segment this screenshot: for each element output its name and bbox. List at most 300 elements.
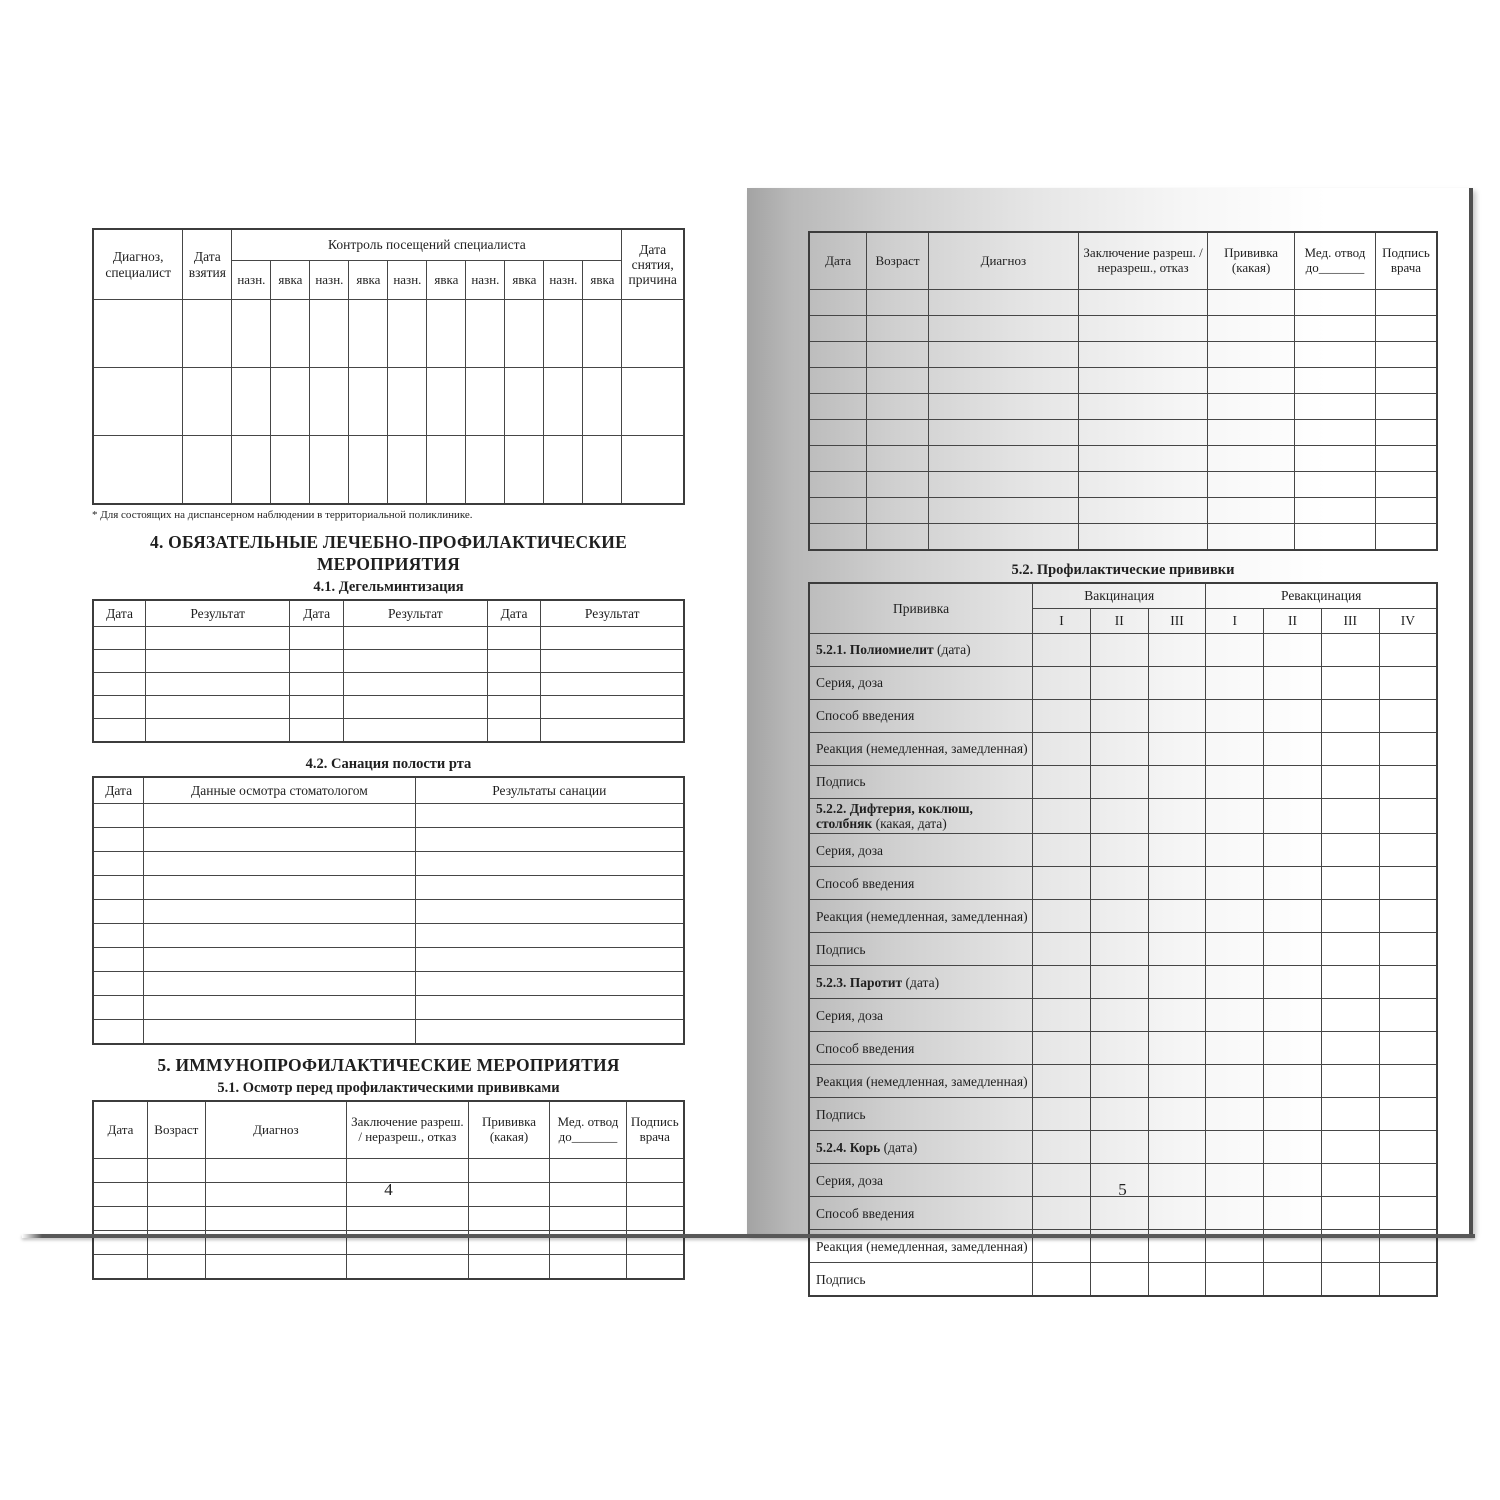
empty-cell: [183, 436, 232, 505]
empty-cell: [290, 719, 344, 743]
empty-cell: [928, 498, 1078, 524]
visits-control-header: Контроль посещений специалиста: [232, 229, 622, 261]
empty-cell: [544, 436, 583, 505]
empty-cell: [583, 368, 622, 436]
vaccine-group-row: [809, 966, 1437, 999]
empty-cell: [1148, 733, 1206, 766]
empty-cell: [1206, 999, 1264, 1032]
empty-cell: [1264, 999, 1322, 1032]
empty-cell: [93, 627, 146, 650]
empty-cell: [1321, 966, 1379, 999]
empty-cell: [809, 394, 867, 420]
empty-cell: [93, 876, 144, 900]
empty-cell: [1375, 394, 1437, 420]
empty-cell: [205, 1255, 346, 1280]
empty-cell: [1078, 446, 1207, 472]
vaccine-sub-row: [809, 1197, 1437, 1230]
empty-cell: [1375, 446, 1437, 472]
empty-row: [93, 876, 684, 900]
empty-cell: [344, 696, 488, 719]
empty-cell: [1379, 900, 1437, 933]
vaccine-sub-row: [809, 700, 1437, 733]
empty-cell: [147, 1255, 205, 1280]
empty-cell: [1033, 1131, 1091, 1164]
empty-cell: [466, 368, 505, 436]
empty-cell: [1321, 1263, 1379, 1297]
empty-cell: [550, 1255, 626, 1280]
column-header: Мед. отвод до_______: [550, 1101, 626, 1159]
empty-cell: [622, 436, 684, 505]
booklet-bottom-edge: [22, 1234, 1475, 1238]
empty-cell: [415, 852, 684, 876]
header-row: [93, 600, 684, 627]
empty-cell: [144, 804, 415, 828]
empty-cell: [541, 673, 684, 696]
empty-cell: [626, 1255, 684, 1280]
empty-cell: [1078, 290, 1207, 316]
empty-cell: [344, 650, 488, 673]
empty-cell: [1148, 834, 1206, 867]
empty-cell: [93, 948, 144, 972]
vaccine-sub-row: [809, 766, 1437, 799]
empty-cell: [1033, 900, 1091, 933]
empty-cell: [928, 420, 1078, 446]
empty-cell: [347, 1159, 469, 1183]
empty-cell: [1264, 1098, 1322, 1131]
empty-row: [93, 1255, 684, 1280]
empty-cell: [1321, 766, 1379, 799]
empty-cell: [1148, 634, 1206, 667]
empty-cell: [93, 1159, 147, 1183]
empty-cell: [1090, 1263, 1148, 1297]
empty-cell: [1379, 634, 1437, 667]
empty-cell: [1090, 1032, 1148, 1065]
empty-row: [93, 900, 684, 924]
empty-cell: [1148, 900, 1206, 933]
empty-cell: [1090, 799, 1148, 834]
empty-cell: [144, 948, 415, 972]
empty-cell: [290, 627, 344, 650]
empty-cell: [1264, 1131, 1322, 1164]
empty-cell: [146, 627, 290, 650]
empty-cell: [928, 524, 1078, 551]
empty-cell: [1206, 733, 1264, 766]
empty-cell: [388, 300, 427, 368]
empty-cell: [1375, 524, 1437, 551]
empty-cell: [1321, 999, 1379, 1032]
empty-cell: [1148, 1065, 1206, 1098]
empty-cell: [1379, 1131, 1437, 1164]
empty-cell: [1078, 420, 1207, 446]
vaccine-sub-row: [809, 867, 1437, 900]
empty-cell: [1264, 966, 1322, 999]
empty-cell: [1033, 867, 1091, 900]
empty-cell: [1148, 999, 1206, 1032]
empty-cell: [147, 1207, 205, 1231]
empty-cell: [1206, 1197, 1264, 1230]
empty-cell: [93, 436, 183, 505]
vaccine-sub-row: [809, 999, 1437, 1032]
section-4-title: 4. ОБЯЗАТЕЛЬНЫЕ ЛЕЧЕБНО-ПРОФИЛАКТИЧЕСКИЕ МЕРОПРИЯТИЯ: [150, 532, 627, 574]
empty-cell: [1033, 1263, 1091, 1297]
empty-cell: [1148, 1197, 1206, 1230]
empty-cell: [347, 1207, 469, 1231]
empty-cell: [1206, 634, 1264, 667]
empty-cell: [1294, 524, 1375, 551]
deworming-table: [92, 599, 685, 743]
empty-cell: [93, 1020, 144, 1045]
row-label: Серия, доза: [809, 999, 1033, 1032]
empty-cell: [344, 719, 488, 743]
empty-cell: [626, 1207, 684, 1231]
empty-cell: [310, 368, 349, 436]
empty-cell: [468, 1255, 550, 1280]
section-5-1-title: 5.1. Осмотр перед профилактическими прививками: [217, 1080, 560, 1096]
empty-cell: [1208, 498, 1295, 524]
empty-cell: [232, 368, 271, 436]
empty-cell: [146, 673, 290, 696]
empty-cell: [1090, 933, 1148, 966]
empty-cell: [1148, 667, 1206, 700]
empty-cell: [183, 300, 232, 368]
empty-cell: [1294, 446, 1375, 472]
empty-cell: [1208, 316, 1295, 342]
empty-cell: [1206, 667, 1264, 700]
empty-cell: [541, 650, 684, 673]
column-header: Прививка: [809, 583, 1033, 634]
empty-cell: [809, 316, 867, 342]
column-header: назн.: [388, 261, 427, 300]
empty-cell: [1206, 766, 1264, 799]
pre-vaccination-exam-table-continued: [808, 231, 1438, 551]
empty-row: [93, 948, 684, 972]
right-page-content: [808, 228, 1438, 1297]
empty-cell: [550, 1207, 626, 1231]
empty-cell: [1090, 667, 1148, 700]
empty-cell: [1033, 1098, 1091, 1131]
empty-cell: [487, 627, 541, 650]
empty-row: [809, 290, 1437, 316]
empty-cell: [1090, 634, 1148, 667]
column-header: Дата: [487, 600, 541, 627]
empty-cell: [1033, 667, 1091, 700]
empty-cell: [1294, 342, 1375, 368]
empty-cell: [1078, 498, 1207, 524]
empty-cell: [1379, 1065, 1437, 1098]
empty-cell: [1090, 966, 1148, 999]
empty-cell: [809, 446, 867, 472]
empty-row: [809, 472, 1437, 498]
empty-cell: [1090, 867, 1148, 900]
empty-cell: [1033, 999, 1091, 1032]
row-label: 5.2.1. Полиомиелит (дата): [809, 634, 1033, 667]
empty-row: [93, 719, 684, 743]
vaccine-group-row: [809, 634, 1437, 667]
empty-cell: [1321, 1197, 1379, 1230]
empty-row: [93, 650, 684, 673]
vaccine-sub-row: [809, 900, 1437, 933]
empty-cell: [1294, 290, 1375, 316]
column-header: явка: [271, 261, 310, 300]
empty-cell: [541, 627, 684, 650]
column-header: Дата: [93, 777, 144, 804]
empty-cell: [388, 436, 427, 505]
row-label: Серия, доза: [809, 834, 1033, 867]
empty-cell: [1148, 1131, 1206, 1164]
empty-cell: [205, 1159, 346, 1183]
empty-cell: [1264, 867, 1322, 900]
empty-cell: [1321, 1098, 1379, 1131]
empty-cell: [415, 972, 684, 996]
empty-cell: [290, 650, 344, 673]
empty-cell: [1078, 394, 1207, 420]
empty-cell: [1264, 900, 1322, 933]
empty-cell: [544, 300, 583, 368]
empty-row: [809, 368, 1437, 394]
empty-cell: [1321, 634, 1379, 667]
vaccination-group-header: Вакцинация: [1033, 583, 1206, 609]
empty-cell: [290, 673, 344, 696]
empty-cell: [867, 524, 929, 551]
empty-cell: [1379, 667, 1437, 700]
empty-cell: [928, 472, 1078, 498]
empty-cell: [1321, 733, 1379, 766]
empty-cell: [290, 696, 344, 719]
empty-cell: [1294, 498, 1375, 524]
empty-cell: [1375, 342, 1437, 368]
row-label: 5.2.4. Корь (дата): [809, 1131, 1033, 1164]
revaccination-group-header: Ревакцинация: [1206, 583, 1437, 609]
row-label: Подпись: [809, 1263, 1033, 1297]
empty-row: [93, 1020, 684, 1045]
empty-cell: [1321, 700, 1379, 733]
header-row: [93, 1101, 684, 1159]
empty-row: [809, 498, 1437, 524]
empty-cell: [1206, 900, 1264, 933]
empty-cell: [809, 368, 867, 394]
empty-cell: [310, 300, 349, 368]
empty-cell: [146, 696, 290, 719]
empty-cell: [867, 394, 929, 420]
empty-cell: [1148, 766, 1206, 799]
section-5-2-title: 5.2. Профилактические прививки: [1011, 562, 1235, 578]
empty-cell: [1321, 933, 1379, 966]
empty-cell: [1264, 667, 1322, 700]
column-header: явка: [505, 261, 544, 300]
column-header: Диагноз: [205, 1101, 346, 1159]
empty-row: [93, 1207, 684, 1231]
right-page-number: 5: [1118, 1180, 1127, 1199]
empty-cell: [1090, 1131, 1148, 1164]
empty-cell: [867, 290, 929, 316]
empty-cell: [1078, 524, 1207, 551]
empty-cell: [1208, 290, 1295, 316]
empty-cell: [622, 300, 684, 368]
column-header: Заключение разреш. / неразреш., отказ: [347, 1101, 469, 1159]
vaccine-group-row: [809, 1131, 1437, 1164]
empty-cell: [1294, 472, 1375, 498]
row-label: Реакция (немедленная, замедленная): [809, 733, 1033, 766]
empty-cell: [93, 696, 146, 719]
empty-cell: [1264, 1263, 1322, 1297]
empty-cell: [867, 472, 929, 498]
empty-cell: [93, 300, 183, 368]
column-header: II: [1090, 609, 1148, 634]
empty-cell: [1090, 999, 1148, 1032]
empty-cell: [1321, 1032, 1379, 1065]
empty-cell: [1379, 867, 1437, 900]
right-page: [747, 188, 1473, 1287]
empty-cell: [505, 300, 544, 368]
section-4-1-title: 4.1. Дегельминтизация: [313, 579, 464, 595]
empty-cell: [1321, 1065, 1379, 1098]
row-label: Способ введения: [809, 700, 1033, 733]
empty-cell: [1033, 1032, 1091, 1065]
empty-cell: [310, 436, 349, 505]
empty-cell: [809, 524, 867, 551]
oral-sanitation-table: [92, 776, 685, 1045]
empty-row: [93, 924, 684, 948]
empty-cell: [1321, 799, 1379, 834]
empty-cell: [809, 420, 867, 446]
column-header: назн.: [466, 261, 505, 300]
empty-cell: [1208, 368, 1295, 394]
empty-cell: [487, 696, 541, 719]
empty-cell: [1264, 799, 1322, 834]
empty-cell: [1206, 1098, 1264, 1131]
empty-cell: [1375, 316, 1437, 342]
column-header: Возраст: [867, 232, 929, 290]
left-page-content: [92, 228, 685, 1280]
empty-cell: [928, 290, 1078, 316]
column-header: Диагноз: [928, 232, 1078, 290]
empty-cell: [1206, 1065, 1264, 1098]
empty-cell: [415, 876, 684, 900]
empty-cell: [1264, 834, 1322, 867]
header-row: [809, 583, 1437, 609]
empty-row: [93, 436, 684, 505]
empty-cell: [1090, 1197, 1148, 1230]
empty-cell: [1148, 933, 1206, 966]
empty-cell: [427, 436, 466, 505]
vaccine-sub-row: [809, 933, 1437, 966]
row-label: Подпись: [809, 766, 1033, 799]
empty-cell: [1148, 1263, 1206, 1297]
empty-cell: [93, 673, 146, 696]
empty-cell: [1206, 700, 1264, 733]
empty-cell: [1208, 420, 1295, 446]
empty-row: [93, 627, 684, 650]
empty-cell: [415, 804, 684, 828]
empty-cell: [93, 650, 146, 673]
empty-cell: [271, 368, 310, 436]
empty-cell: [93, 368, 183, 436]
empty-cell: [1208, 342, 1295, 368]
vaccine-sub-row: [809, 1098, 1437, 1131]
empty-cell: [93, 804, 144, 828]
empty-cell: [1033, 799, 1091, 834]
empty-cell: [1264, 700, 1322, 733]
empty-cell: [271, 436, 310, 505]
column-header: Мед. отвод до_______: [1294, 232, 1375, 290]
empty-cell: [1321, 834, 1379, 867]
empty-cell: [427, 300, 466, 368]
empty-cell: [93, 972, 144, 996]
row-label: Способ введения: [809, 867, 1033, 900]
empty-cell: [1206, 933, 1264, 966]
empty-cell: [466, 300, 505, 368]
empty-cell: [541, 719, 684, 743]
empty-row: [809, 394, 1437, 420]
empty-cell: [544, 368, 583, 436]
header-row: [809, 232, 1437, 290]
empty-cell: [144, 924, 415, 948]
empty-cell: [867, 446, 929, 472]
column-header: назн.: [544, 261, 583, 300]
empty-cell: [1379, 1263, 1437, 1297]
row-label: 5.2.3. Паротит (дата): [809, 966, 1033, 999]
empty-cell: [147, 1159, 205, 1183]
empty-cell: [867, 420, 929, 446]
column-header: I: [1206, 609, 1264, 634]
empty-cell: [427, 368, 466, 436]
vaccine-sub-row: [809, 1065, 1437, 1098]
row-label: Серия, доза: [809, 1164, 1033, 1197]
empty-row: [93, 828, 684, 852]
empty-cell: [1033, 1197, 1091, 1230]
empty-cell: [1264, 733, 1322, 766]
empty-row: [93, 972, 684, 996]
row-label: Подпись: [809, 1098, 1033, 1131]
empty-cell: [466, 436, 505, 505]
dispensary-observation-table: [92, 228, 685, 505]
empty-cell: [1033, 1065, 1091, 1098]
empty-cell: [93, 828, 144, 852]
empty-cell: [1208, 394, 1295, 420]
column-header: Заключение разреш. / неразреш., отказ: [1078, 232, 1207, 290]
column-header: Результаты санации: [415, 777, 684, 804]
vaccine-sub-row: [809, 667, 1437, 700]
section-4-2-title: 4.2. Санация полости рта: [305, 756, 472, 772]
empty-cell: [1379, 799, 1437, 834]
empty-cell: [928, 342, 1078, 368]
column-header: Дата: [290, 600, 344, 627]
empty-cell: [1375, 368, 1437, 394]
empty-cell: [1208, 524, 1295, 551]
column-header: Результат: [541, 600, 684, 627]
empty-cell: [1206, 1131, 1264, 1164]
header-row: [93, 777, 684, 804]
column-header: III: [1148, 609, 1206, 634]
column-header: Подпись врача: [626, 1101, 684, 1159]
empty-cell: [1379, 933, 1437, 966]
empty-cell: [349, 436, 388, 505]
column-header: явка: [427, 261, 466, 300]
column-header: Дата взятия: [183, 229, 232, 300]
empty-cell: [93, 924, 144, 948]
empty-cell: [349, 368, 388, 436]
empty-cell: [1206, 834, 1264, 867]
empty-cell: [144, 876, 415, 900]
empty-cell: [415, 828, 684, 852]
empty-row: [93, 852, 684, 876]
empty-cell: [93, 1255, 147, 1280]
empty-cell: [867, 342, 929, 368]
empty-cell: [1379, 1032, 1437, 1065]
empty-cell: [1148, 966, 1206, 999]
empty-cell: [1090, 1098, 1148, 1131]
empty-row: [809, 316, 1437, 342]
